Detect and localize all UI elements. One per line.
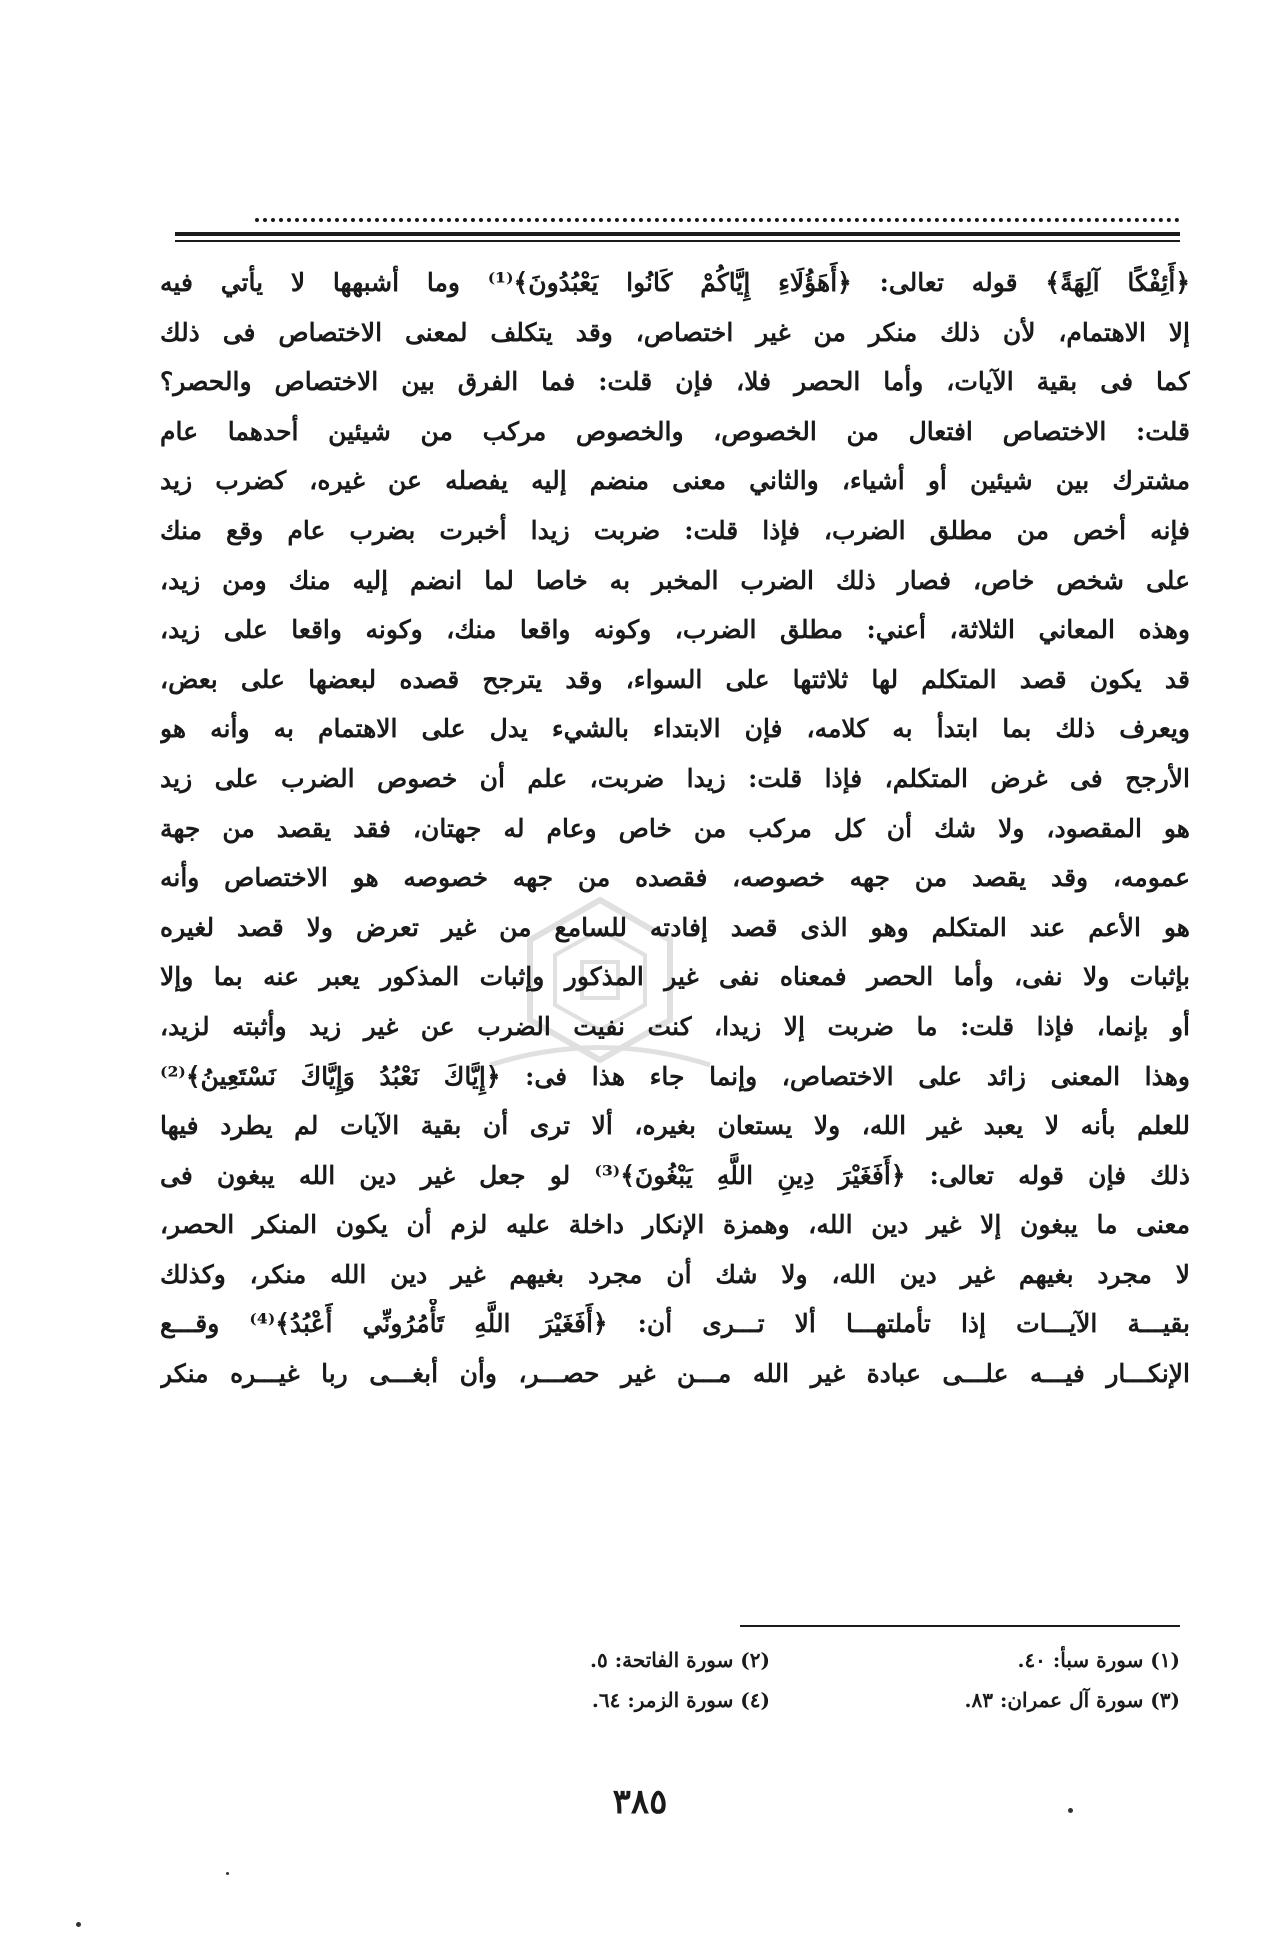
text-line: مشترك بين شيئين أو أشياء، والثاني معنى منضم إليه يفصله عن غيره، كضرب زيد	[160, 466, 1190, 496]
text-line: كما فى بقية الآيات، وأما الحصر فلا، فإن قلت: فما الفرق بين الاختصاص والحصر؟	[160, 367, 1190, 397]
main-text	[160, 258, 1190, 1399]
footnote-3: (٣) سورة آل عمران: ٨٣.	[964, 1688, 1180, 1712]
footnote-1: (١) سورة سبأ: ٤٠.	[1017, 1648, 1180, 1672]
footnote-2: (٢) سورة الفاتحة: ٥.	[590, 1648, 770, 1672]
text-line: قلت: الاختصاص افتعال من الخصوص، والخصوص مركب من شيئين أحدهما عام	[160, 416, 1190, 446]
header-dotted-rule	[255, 218, 1180, 230]
scan-speck	[226, 1872, 229, 1875]
text-line: أو بإنما، فإذا قلت: ما ضربت إلا زيدا، كنت نفيت الضرب عن غير زيد وأثبته لزيد،	[160, 1011, 1190, 1041]
text-line: بإثبات ولا نفى، وأما الحصر فمعناه نفى غير المذكور وإثبات المذكور يعبر عنه بما وإلا	[160, 962, 1190, 992]
scan-speck	[1068, 1808, 1073, 1813]
text-line: ذلك فإن قوله تعالى: ﴿أَفَغَيْرَ دِينِ اللَّهِ يَبْغُونَ﴾⁽³⁾ لو جعل غير دين الله يبغون فى	[160, 1160, 1190, 1190]
text-line: الأرجح فى غرض المتكلم، فإذا قلت: زيدا ضربت، علم أن خصوص الضرب على زيد	[160, 763, 1190, 793]
text-line: للعلم بأنه لا يعبد غير الله، ولا يستعان بغيره، ألا ترى أن بقية الآيات لم يطرد فيها	[160, 1111, 1190, 1141]
text-line: وهذه المعاني الثلاثة، أعني: مطلق الضرب، وكونه واقعا منك، وكونه واقعا على زيد،	[160, 615, 1190, 645]
text-line: ويعرف ذلك بما ابتدأ به كلامه، فإن الابتداء بالشيء يدل على الاهتمام به وأنه هو	[160, 714, 1190, 744]
text-line: بقيـــة الآيـــات إذا تأملتهـــا ألا تـــرى أن: ﴿أَفَغَيْرَ اللَّهِ تَأْمُرُونِّي أَعْبُدُ﴾⁽⁴⁾ وقـــع	[160, 1309, 1190, 1339]
text-line: فإنه أخص من مطلق الضرب، فإذا قلت: ضربت زيدا أخبرت بضرب عام وقع منك	[160, 515, 1190, 545]
text-line: معنى ما يبغون إلا غير دين الله، وهمزة الإنكار داخلة عليه لزم أن يكون المنكر الحصر،	[160, 1210, 1190, 1240]
text-line: هو الأعم عند المتكلم وهو الذى قصد إفادته للسامع من غير تعرض ولا قصد لغيره	[160, 912, 1190, 942]
text-line: إلا الاهتمام، لأن ذلك منكر من غير اختصاص، وقد يتكلف لمعنى الاختصاص فى ذلك	[160, 317, 1190, 347]
footnote-row	[380, 1680, 1180, 1720]
text-line: ﴿أَئِفْكًا آلِهَةً﴾ قوله تعالى: ﴿أَهَؤُلَاءِ إِيَّاكُمْ كَانُوا يَعْبُدُونَ﴾⁽¹⁾ وما أشبهها لا يأتي فيه	[160, 268, 1190, 297]
header-thick-rule	[175, 232, 1180, 236]
footnotes	[380, 1640, 1180, 1720]
text-line: على شخص خاص، فصار ذلك الضرب المخبر به خاصا لما انضم إليه منك ومن زيد،	[160, 565, 1190, 595]
footnote-row	[380, 1640, 1180, 1680]
text-line: لا مجرد بغيهم غير دين الله، ولا شك أن مجرد بغيهم غير دين الله منكر، وكذلك	[160, 1259, 1190, 1289]
text-line: هو المقصود، ولا شك أن كل مركب من خاص وعام له جهتان، فقد يقصد من جهة	[160, 813, 1190, 843]
footnote-4: (٤) سورة الزمر: ٦٤.	[591, 1688, 770, 1712]
header-thin-rule	[175, 240, 1180, 242]
text-line: الإنكـــار فيـــه علـــى عبادة غير الله مـــن غير حصـــر، وأن أبغـــى ربا غيـــره منكر	[160, 1359, 1190, 1389]
text-line: قد يكون قصد المتكلم لها ثلاثتها على السواء، وقد يترجح قصده لبعضها على بعض،	[160, 664, 1190, 694]
text-line: عمومه، وقد يقصد من جهه خصوصه، فقصده من جهه خصوصه هو الاختصاص وأنه	[160, 863, 1190, 893]
page-number: ٣٨٥	[612, 1782, 668, 1822]
footnote-separator	[740, 1625, 1180, 1627]
scan-speck	[76, 1922, 81, 1927]
text-line: وهذا المعنى زائد على الاختصاص، وإنما جاء هذا فى: ﴿إِيَّاكَ نَعْبُدُ وَإِيَّاكَ نَسْتَعِينُ﴾⁽²⁾	[160, 1061, 1190, 1091]
